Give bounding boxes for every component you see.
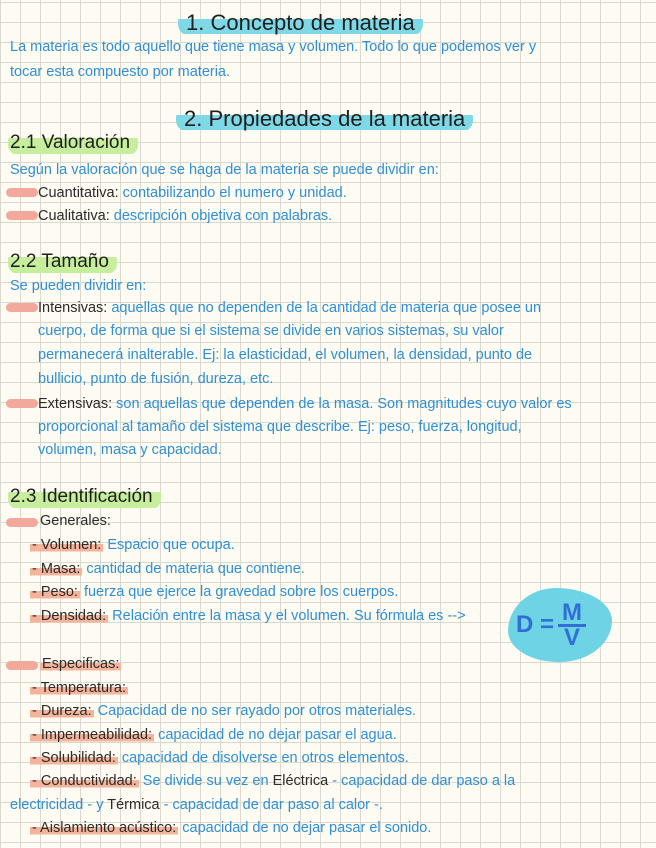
bullet-marker — [6, 211, 38, 220]
bullet-marker — [6, 661, 38, 670]
bullet-marker — [6, 188, 38, 197]
concept-text-line-2: tocar esta compuesto por materia. — [10, 64, 231, 80]
section-1-title: 1. Concepto de materia — [178, 10, 423, 36]
conductividad-item-line-1: - Conductividad: Se divide su vez en Eléctrica - capacidad de dar paso a la — [32, 773, 516, 789]
impermeabilidad-item: - Impermeabilidad: capacidad de no dejar pasar el agua. — [32, 727, 397, 743]
intensivas-line-1: Intensivas: aquellas que no dependen de la cantidad de materia que posee un — [38, 300, 542, 316]
temperatura-item: - Temperatura: — [32, 680, 127, 696]
bullet-marker — [6, 303, 38, 312]
extensivas-line-3: volumen, masa y capacidad. — [38, 442, 222, 458]
extensivas-line-2: proporcional al tamaño del sistema que describe. Ej: peso, fuerza, longitud, — [38, 419, 522, 435]
subsection-valoracion-title: 2.1 Valoración — [8, 131, 138, 155]
aislamiento-item: - Aislamiento acústico: capacidad de no dejar pasar el sonido. — [32, 820, 432, 836]
bullet-marker — [6, 399, 38, 408]
bullet-marker — [6, 518, 38, 527]
densidad-item: - Densidad: Relación entre la masa y el volumen. Su fórmula es --> — [32, 608, 466, 624]
conductividad-item-line-2: electricidad - y Térmica - capacidad de dar paso al calor -. — [10, 797, 383, 813]
list-item-cuantitativa: Cuantitativa: contabilizando el numero y unidad. — [38, 185, 347, 201]
list-item-cualitativa: Cualitativa: descripción objetiva con palabras. — [38, 208, 333, 224]
subsection-tamano-title: 2.2 Tamaño — [8, 250, 117, 274]
section-2-title: 2. Propiedades de la materia — [176, 106, 473, 132]
generales-label: Generales: — [40, 513, 111, 529]
density-formula: D = $\frac{M}{V}$ — [516, 602, 586, 649]
concept-text-line-1: La materia es todo aquello que tiene masa y volumen. Todo lo que podemos ver y — [10, 39, 537, 55]
intensivas-line-3: permanecerá inalterable. Ej: la elasticidad, el volumen, la densidad, punto de — [38, 347, 533, 363]
intensivas-line-2: cuerpo, de forma que si el sistema se divide en varios sistemas, su valor — [38, 323, 504, 339]
peso-item: - Peso: fuerza que ejerce la gravedad sobre los cuerpos. — [32, 584, 399, 600]
dureza-item: - Dureza: Capacidad de no ser rayado por otros materiales. — [32, 703, 417, 719]
extensivas-line-1: Extensivas: son aquellas que dependen de la masa. Son magnitudes cuyo valor es — [38, 396, 572, 412]
masa-item: - Masa: cantidad de materia que contiene. — [32, 561, 305, 577]
subsection-identificacion-title: 2.3 Identificación — [8, 485, 161, 509]
tamano-intro: Se pueden dividir en: — [10, 278, 147, 294]
intensivas-line-4: bullicio, punto de fusión, dureza, etc. — [38, 371, 274, 387]
solubilidad-item: - Solubilidad: capacidad de disolverse en otros elementos. — [32, 750, 409, 766]
volumen-item: - Volumen: Espacio que ocupa. — [32, 537, 235, 553]
especificas-label: Especificas: — [42, 656, 120, 672]
valoracion-intro: Según la valoración que se haga de la materia se puede dividir en: — [10, 162, 439, 178]
